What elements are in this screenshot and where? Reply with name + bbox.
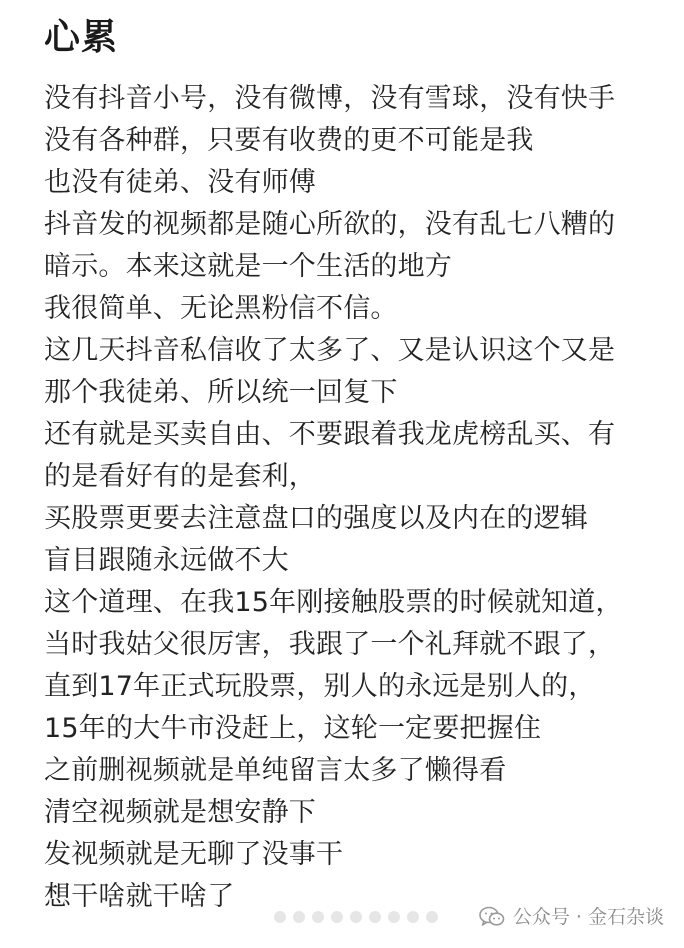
post-line: 当时我姑父很厉害，我跟了一个礼拜就不跟了，	[44, 629, 616, 660]
post-line: 买股票更要去注意盘口的强度以及内在的逻辑	[44, 503, 588, 534]
pager-dot[interactable]	[293, 911, 305, 923]
post-line: 暗示。本来这就是一个生活的地方	[44, 251, 452, 282]
post-title: 心累	[44, 17, 119, 58]
post-line: 那个我徒弟、所以统一回复下	[44, 377, 398, 408]
pager-dot[interactable]	[312, 911, 324, 923]
post-line: 我很简单、无论黑粉信不信。	[44, 293, 398, 324]
pager-dot[interactable]	[369, 911, 381, 923]
wechat-official-account-icon	[479, 906, 505, 928]
watermark	[479, 903, 664, 931]
post-line: 还有就是买卖自由、不要跟着我龙虎榜乱买、有	[44, 419, 616, 450]
post-line: 抖音发的视频都是随心所欲的，没有乱七八糟的	[44, 209, 616, 240]
post-line: 这个道理、在我15年刚接触股票的时候就知道，	[44, 587, 623, 618]
watermark-text: 公众号 · 金石杂谈	[512, 906, 664, 928]
post-line: 15年的大牛市没赶上，这轮一定要把握住	[44, 713, 542, 744]
pager-dot[interactable]	[388, 911, 400, 923]
image-pager-dots	[274, 911, 438, 923]
post-line: 的是看好有的是套利，	[44, 461, 316, 492]
pager-dot[interactable]	[426, 911, 438, 923]
pager-dot[interactable]	[350, 911, 362, 923]
post-line: 这几天抖音私信收了太多了、又是认识这个又是	[44, 335, 616, 366]
post-line: 想干啥就干啥了	[44, 881, 235, 912]
post-body	[44, 78, 674, 918]
post-line: 清空视频就是想安静下	[44, 797, 316, 828]
post-line: 没有抖音小号，没有微博，没有雪球，没有快手	[44, 83, 616, 114]
post-line: 直到17年正式玩股票，别人的永远是别人的，	[44, 671, 596, 702]
post-line: 也没有徒弟、没有师傅	[44, 167, 316, 198]
post-line: 发视频就是无聊了没事干	[44, 839, 344, 870]
post-line: 盲目跟随永远做不大	[44, 545, 289, 576]
post-line: 没有各种群，只要有收费的更不可能是我	[44, 125, 534, 156]
pager-dot[interactable]	[274, 911, 286, 923]
post-line: 之前删视频就是单纯留言太多了懒得看	[44, 755, 507, 786]
pager-dot[interactable]	[407, 911, 419, 923]
pager-dot[interactable]	[331, 911, 343, 923]
